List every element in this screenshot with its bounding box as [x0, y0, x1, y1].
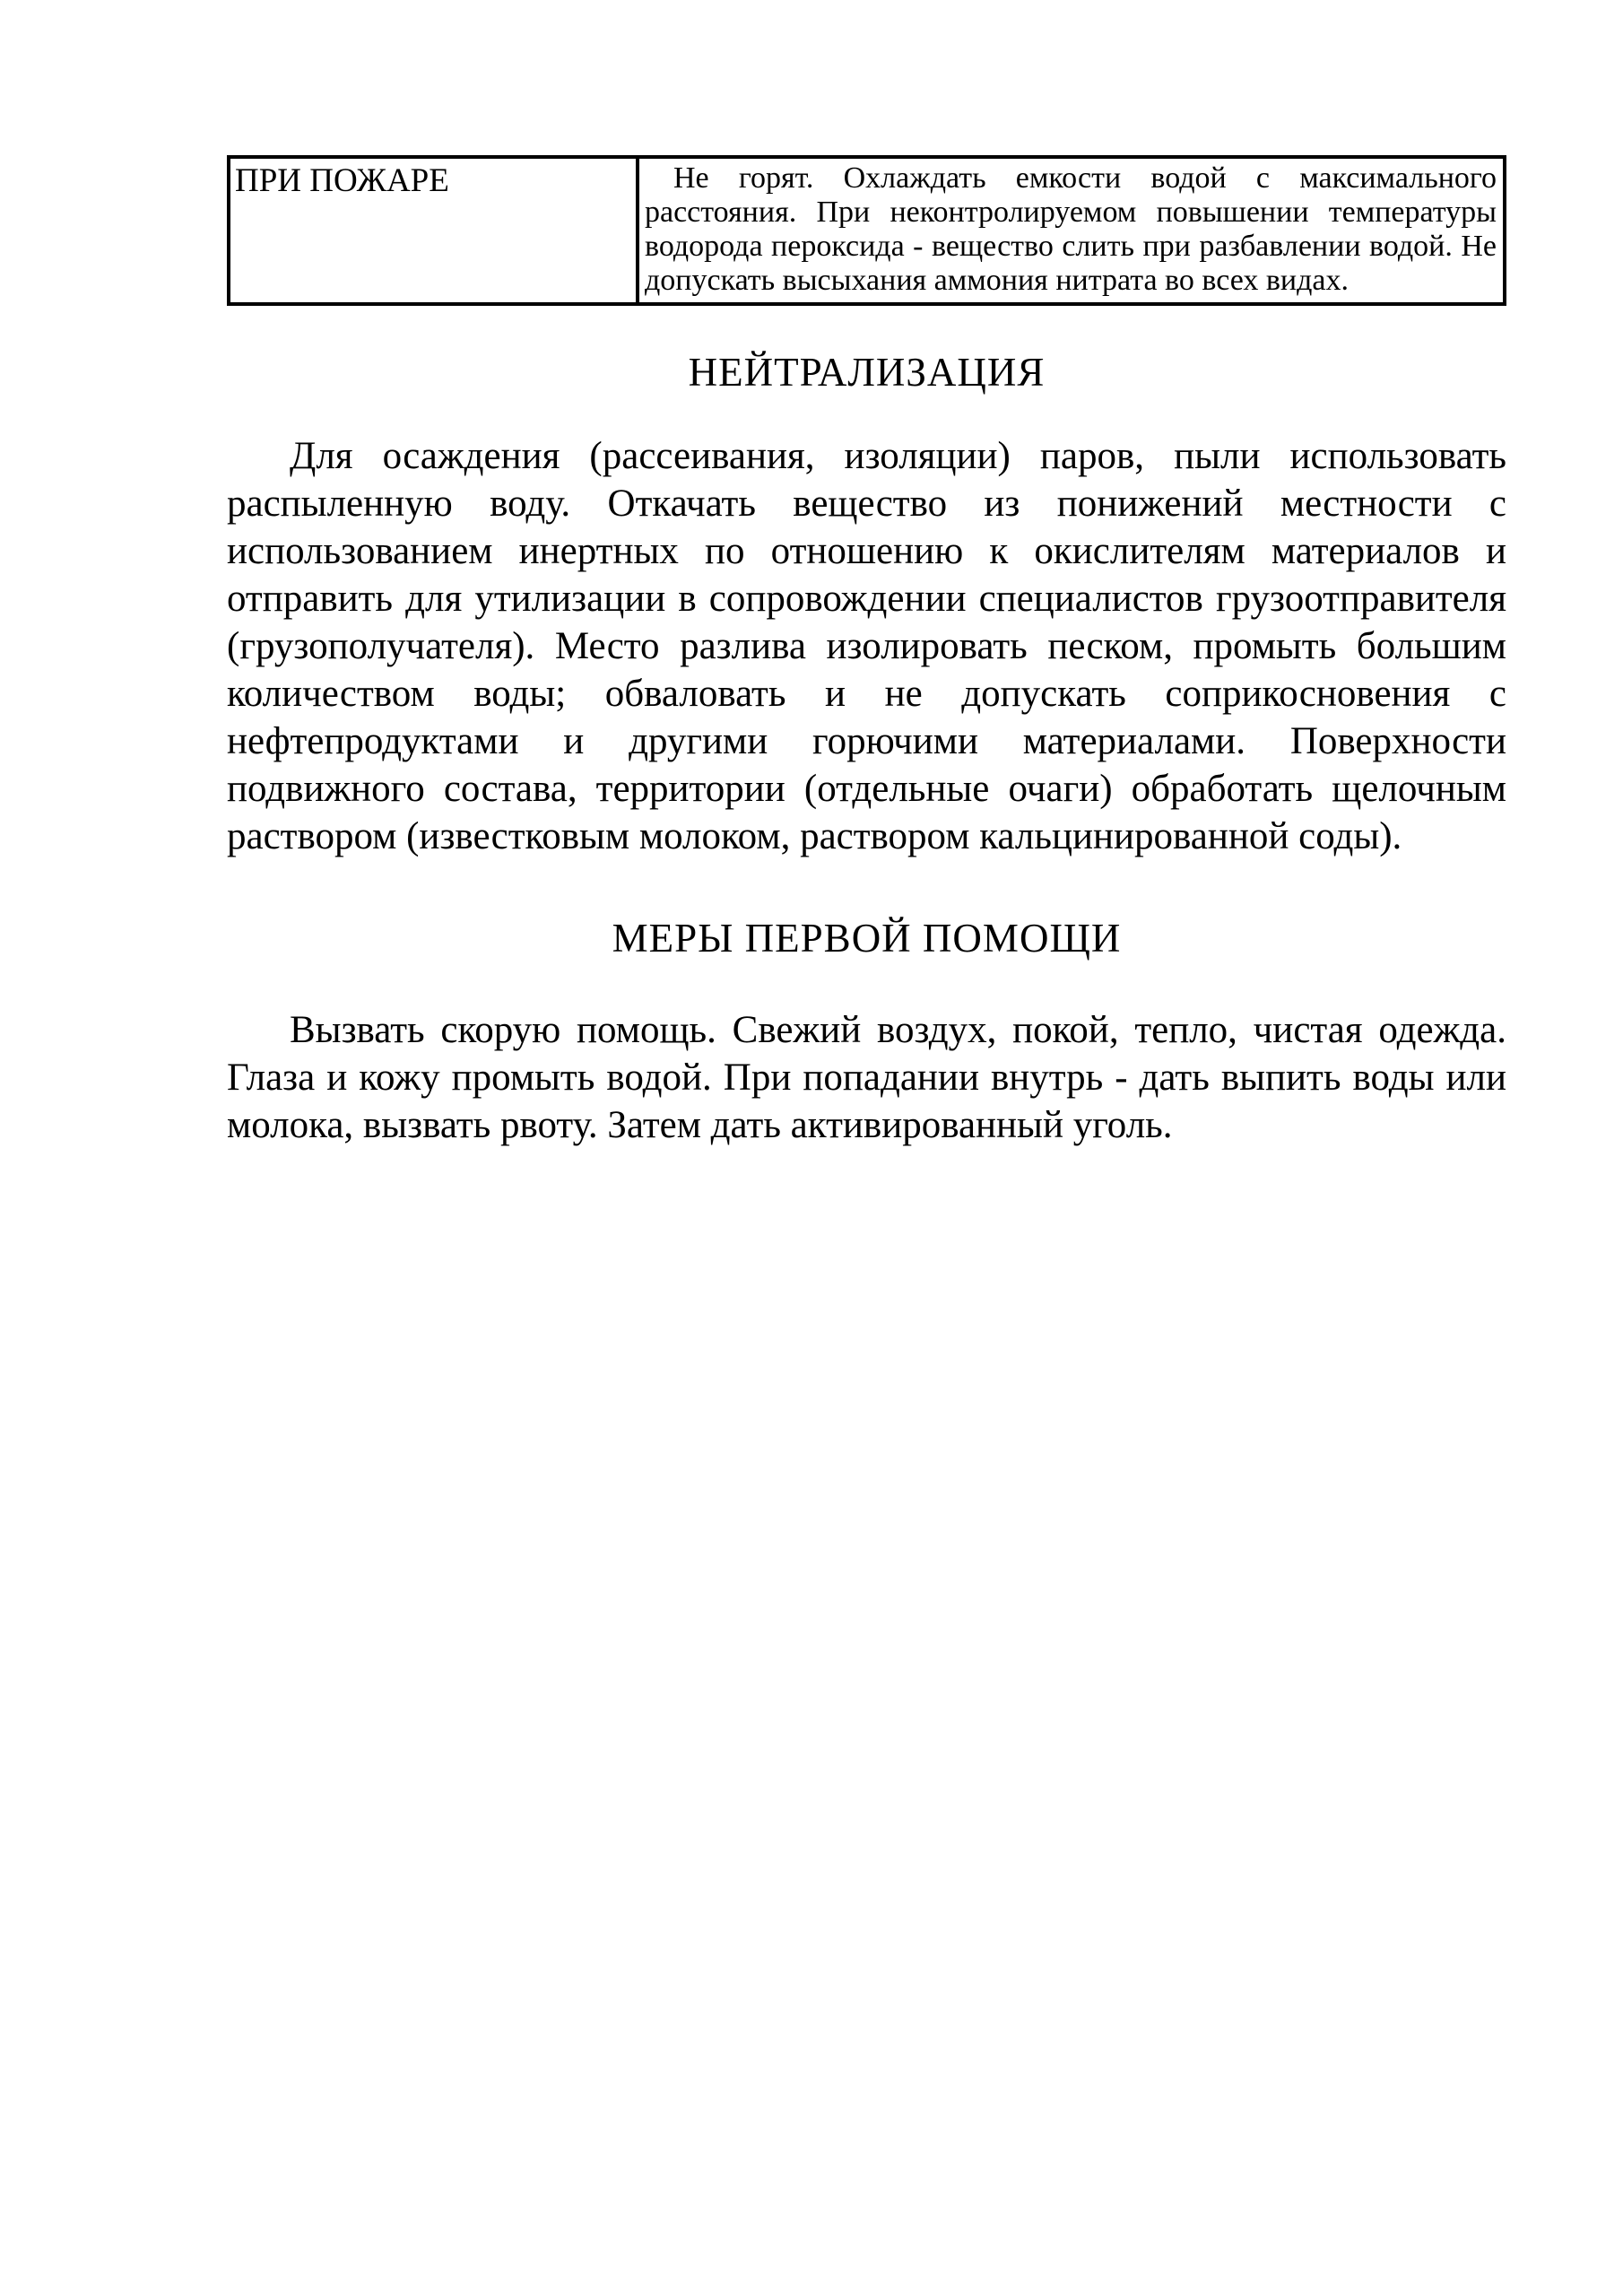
fire-table-label-cell: ПРИ ПОЖАРЕ: [229, 157, 638, 304]
document-content: [227, 155, 1506, 1149]
section-neutralization: [227, 352, 1506, 860]
table-row: [229, 157, 1505, 304]
section-first-aid: [227, 918, 1506, 1149]
neutralization-paragraph: Для осаждения (рассеивания, изоляции) паров, пыли использовать распыленную воду. Откачать вещество из понижений местности с использованием инертных по отношению к окислителям материалов и отправить для утилизации в сопровождении специалистов грузоотправителя (грузополучателя). Место разлива изолировать песком, промыть большим количеством воды; обваловать и не допускать соприкосновения с нефтепродуктами и другими горючими материалами. Поверхности подвижного состава, территории (отдельные очаги) обработать щелочным раствором (известковым молоком, раствором кальцинированной соды).: [227, 435, 1506, 857]
first-aid-paragraph: Вызвать скорую помощь. Свежий воздух, покой, тепло, чистая одежда. Глаза и кожу промыть водой. При попадании внутрь - дать выпить воды или молока, вызвать рвоту. Затем дать активированный уголь.: [227, 1009, 1506, 1146]
fire-measures-table: [227, 155, 1506, 306]
first-aid-heading: МЕРЫ ПЕРВОЙ ПОМОЩИ: [612, 916, 1122, 961]
neutralization-heading: НЕЙТРАЛИЗАЦИЯ: [688, 350, 1046, 395]
fire-table-value-cell: Не горят. Охлаждать емкости водой с максимального расстояния. При неконтролируемом повышении температуры водорода пероксида - вещество слить при разбавлении водой. Не допускать высыхания аммония нитрата во всех видах.: [638, 157, 1505, 304]
